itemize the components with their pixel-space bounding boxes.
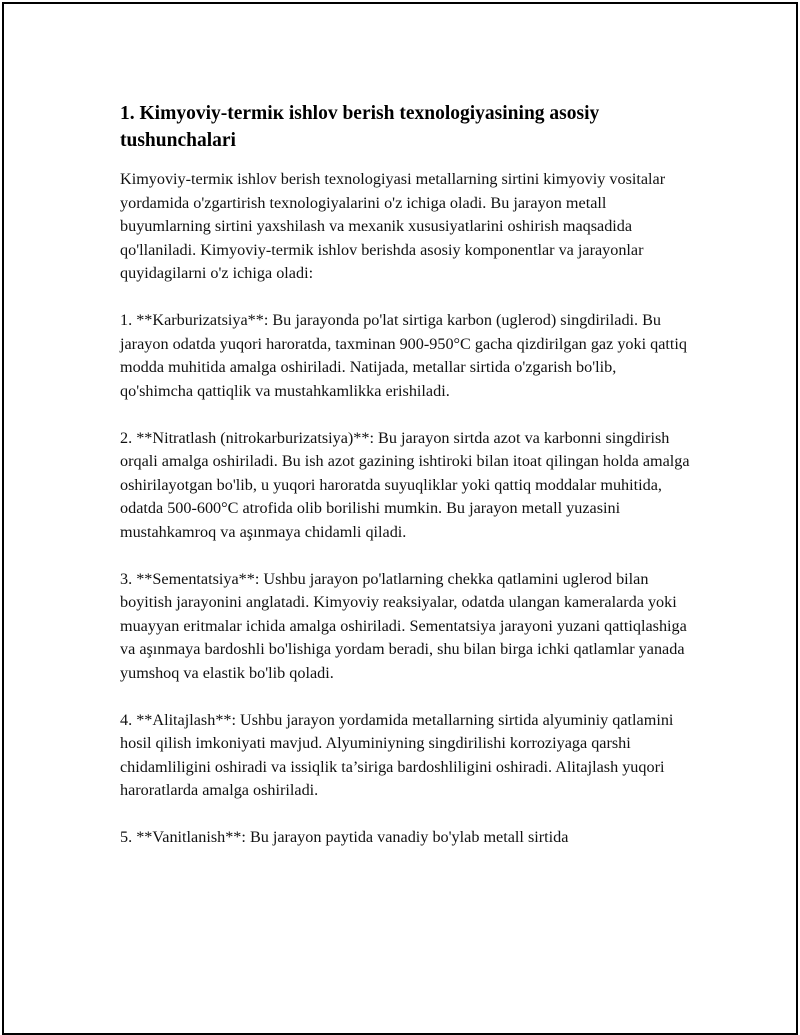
paragraph-nitratlash: 2. **Nitratlash (nitrokarburizatsiya)**: Bu jarayon sirtda azot va karbonni singdirish orqali amalga oshiriladi. Bu ish azot gazining ishtiroki bilan itoat qilingan holda amalga oshirilayotgan bo'lib, u yuqori haroratda suyuqliklar yoki qattiq moddalar muhitida, odatda 500-600°C atrofida olib borilishi mumkin. Bu jarayon metall yuzasini mustahkamroq va aşınmaya chidamli qiladi. [120,428,690,541]
section-heading: 1. Kimyoviy-termiк ishlov berish texnologiyasining asosiy tushunchalari [120,103,600,151]
document-page [2,2,798,1035]
paragraph-vanitlanish: 5. **Vanitlanish**: Bu jarayon paytida vanadiy bo'ylab metall sirtida [120,828,569,846]
intro-paragraph: Kimyoviy-termiк ishlov berish texnologiyasi metallarning sirtini kimyoviy vositalar yordamida o'zgartirish texnologiyalarini o'z ichiga oladi. Bu jarayon metall buyumlarning sirtini yaxshilash va mexanik xususiyatlarini oshirish maqsadida qo'llaniladi. Kimyoviy-termik ishlov berishda asosiy komponentlar va jarayonlar quyidagilarni o'z ichiga oladi: [120,170,666,282]
paragraph-sementatsiya: 3. **Sementatsiya**: Ushbu jarayon po'latlarning chekka qatlamini uglerod bilan boyitish jarayonini anglatadi. Kimyoviy reaksiyalar, odatda ulangan kameralarda yoki muayyan eritmalar ichida amalga oshiriladi. Sementatsiya jarayoni yuzani qattiqlashiga va aşınmaya bardoshli bo'lishiga yordam beradi, shu bilan birga ichki qatlamlar yanada yumshoq va elastik bo'lib qoladi. [120,569,687,682]
paragraph-alitajlash: 4. **Alitajlash**: Ushbu jarayon yordamida metallarning sirtida alyuminiy qatlamini hosil qilish imkoniyati mavjud. Alyuminiyning singdirilishi korroziyaga qarshi chidamliligini oshiradi va issiqlik ta’siriga bardoshliligini oshiradi. Alitajlash yuqori haroratlarda amalga oshiriladi. [120,710,674,799]
document-body [120,100,690,873]
paragraph-karburizatsiya: 1. **Karburizatsiya**: Bu jarayonda po'lat sirtiga karbon (uglerod) singdiriladi. Bu jarayon odatda yuqori haroratda, taxminan 900-950°C gacha qizdirilgan gaz yoki qattiq modda muhitida amalga oshiriladi. Natijada, metallar sirtida o'zgarish bo'lib, qo'shimcha qattiqlik va mustahkamlikka erishiladi. [120,311,688,400]
